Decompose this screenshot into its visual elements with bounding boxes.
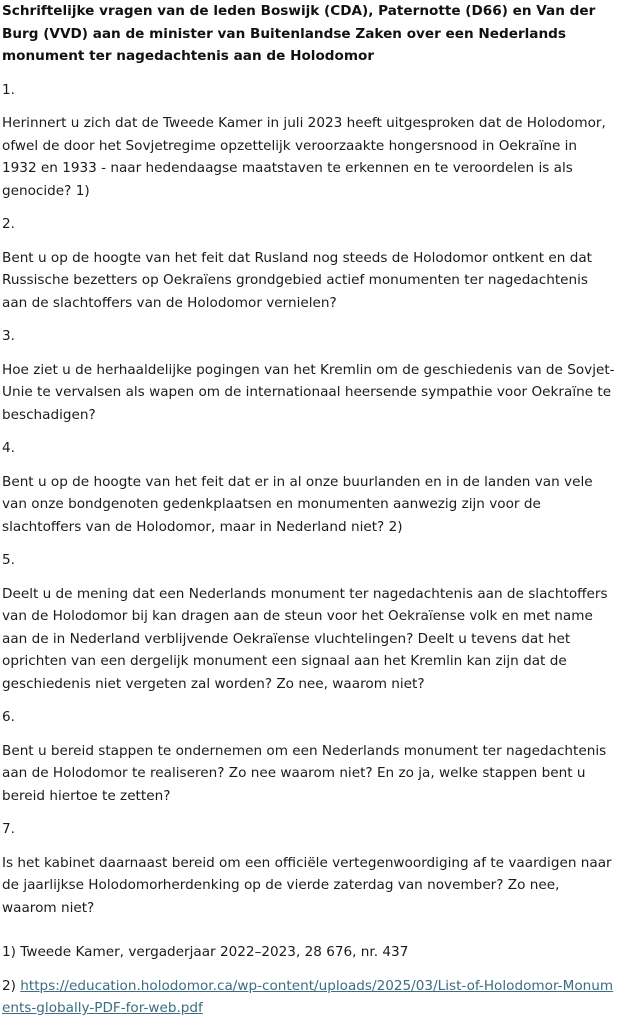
document-title: Schriftelijke vragen van de leden Boswijk (CDA), Paternotte (D66) en Van der Burg (VVD) aan de minister van Buitenlandse Zaken over een Nederlands monument ter nagedachtenis aan de Holodomor (2, 3, 596, 64)
question-1 (2, 79, 615, 203)
question-number: 7. (2, 821, 15, 837)
question-number: 6. (2, 709, 15, 725)
question-7 (2, 818, 615, 919)
question-text: Bent u bereid stappen te ondernemen om een Nederlands monument ter nagedachtenis aan de Holodomor te realiseren? Zo nee waarom niet? En zo ja, welke stappen bent u bereid hiertoe te zetten? (2, 742, 607, 804)
question-3 (2, 325, 615, 426)
question-text: Herinnert u zich dat de Tweede Kamer in juli 2023 heeft uitgesproken dat de Holodomor, ofwel de door het Sovjetregime opzettelijk veroorzaakte hongersnood in Oekraïne in 1932 en 1933 - naar hedendaagse maatstaven te erkennen en te veroordelen is als genocide? 1) (2, 115, 606, 199)
question-text: Is het kabinet daarnaast bereid om een officiële vertegenwoordiging af te vaardigen naar de jaarlijkse Holodomorherdenking op de vierde zaterdag van november? Zo nee, waarom niet? (2, 854, 612, 916)
footnote-2-prefix: 2) (2, 977, 21, 994)
question-number: 1. (2, 81, 15, 98)
footnote-2-link[interactable]: https://education.holodomor.ca/wp-content/uploads/2025/03/List-of-Holodomor-Monuments-globally-PDF-for-web.pdf (2, 977, 614, 1016)
question-text: Bent u op de hoogte van het feit dat Rusland nog steeds de Holodomor ontkent en dat Russische bezetters op Oekraïens grondgebied actief monumenten ter nagedachtenis aan de slachtoffers van de Holodomor vernielen? (2, 249, 592, 311)
question-number: 2. (2, 216, 15, 232)
footnote-1: 1) Tweede Kamer, vergaderjaar 2022–2023, 28 676, nr. 437 (2, 944, 409, 960)
question-text: Deelt u de mening dat een Nederlands monument ter nagedachtenis aan de slachtoffers van de Holodomor bij kan dragen aan de steun voor het Oekraïense volk en met name aan de in Nederland verblijvende Oekraïense vluchtelingen? Deelt u tevens dat het oprichten van een dergelijk monument een signaal aan het Kremlin kan zijn dat de geschiedenis niet vergeten zal worden? Zo nee, waarom niet? (2, 585, 608, 692)
question-number: 3. (2, 328, 15, 344)
question-number: 4. (2, 440, 15, 456)
footnotes (2, 941, 615, 1020)
question-2 (2, 213, 615, 314)
question-text: Hoe ziet u de herhaaldelijke pogingen van het Kremlin om de geschiedenis van de Sovjet-Unie te vervalsen als wapen om de internationaal heersende sympathie voor Oekraïne te beschadigen? (2, 361, 615, 423)
question-text: Bent u op de hoogte van het feit dat er in al onze buurlanden en in de landen van vele van onze bondgenoten gedenkplaatsen en monumenten aanwezig zijn voor de slachtoffers van de Holodomor, maar in Nederland niet? 2) (2, 473, 593, 535)
footnote-2 (2, 975, 615, 1020)
question-4 (2, 437, 615, 538)
question-number: 5. (2, 552, 15, 568)
question-5 (2, 549, 615, 695)
question-6 (2, 706, 615, 807)
